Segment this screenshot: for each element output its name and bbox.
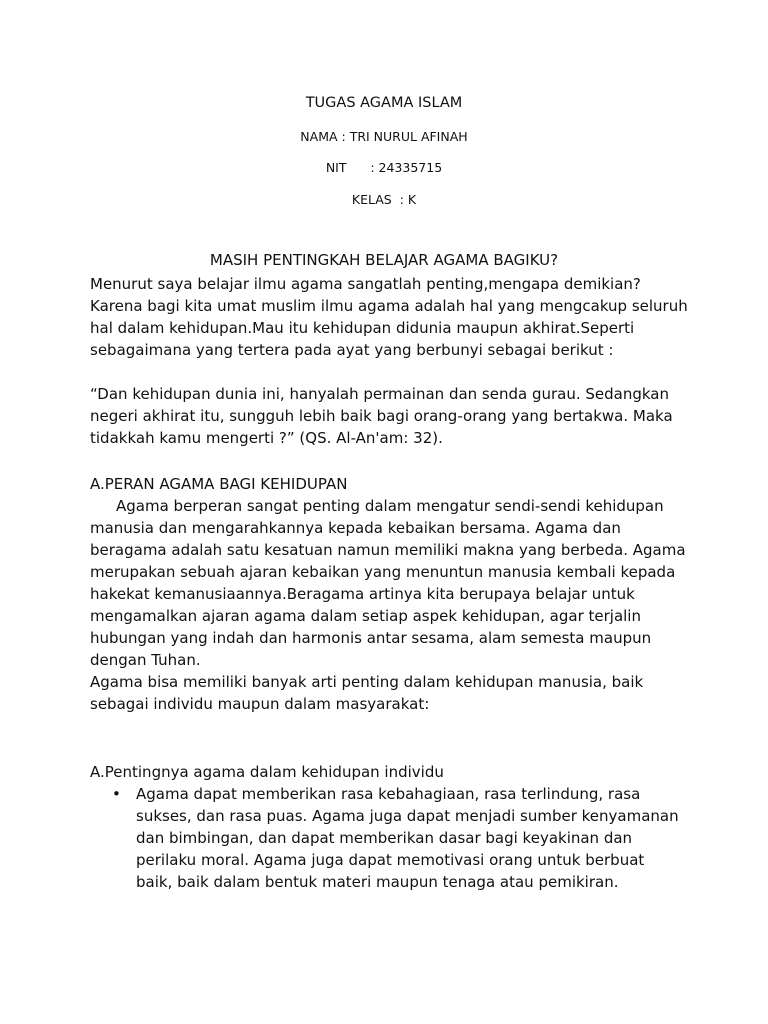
student-nit-line: NIT : 24335715 [325, 160, 443, 175]
section-heading-peran-agama: A.PERAN AGAMA BAGI KEHIDUPAN [90, 475, 348, 493]
essay-title: MASIH PENTINGKAH BELAJAR AGAMA BAGIKU? [209, 251, 559, 269]
peran-agama-paragraph: Agama berperan sangat penting dalam mengatur sendi-sendi kehidupan manusia dan mengarahkannya kepada kebaikan bersama. Agama dan beragama adalah satu kesatuan namun memiliki makna yang berbeda. Agama merupakan sebuah ajaran kebaikan yang menuntun manusia kembali kepada hakekat kemanusiaannya.Beragama artinya kita berupaya belajar untuk mengamalkan ajaran agama dalam setiap aspek kehidupan, agar terjalin hubungan yang indah dan harmonis antar sesama, alam semesta maupun dengan Tuhan. [90, 497, 686, 669]
bullet-list [112, 783, 682, 893]
arti-penting-paragraph: Agama bisa memiliki banyak arti penting dalam kehidupan manusia, baik sebagai individu maupun dalam masyarakat: [90, 673, 644, 713]
section-heading-individu: A.Pentingnya agama dalam kehidupan individu [90, 763, 444, 781]
intro-paragraph: Menurut saya belajar ilmu agama sangatlah penting,mengapa demikian? Karena bagi kita umat muslim ilmu agama adalah hal yang mengcakup seluruh hal dalam kehidupan.Mau itu kehidupan didunia maupun akhirat.Seperti sebagaimana yang tertera pada ayat yang berbunyi sebagai berikut : [90, 275, 688, 359]
bullet-marker: • [112, 785, 121, 803]
list-item [112, 783, 682, 893]
bullet-text: Agama dapat memberikan rasa kebahagiaan, rasa terlindung, rasa sukses, dan rasa puas. Agama juga dapat menjadi sumber kenyamanan dan bimbingan, dan dapat memberikan dasar bagi keyakinan dan perilaku moral. Agama juga dapat memotivasi orang untuk berbuat baik, baik dalam bentuk materi maupun tenaga atau pemikiran. [136, 785, 679, 891]
quran-quote-paragraph: “Dan kehidupan dunia ini, hanyalah permainan dan senda gurau. Sedangkan negeri akhirat itu, sungguh lebih baik bagi orang-orang yang bertakwa. Maka tidakkah kamu mengerti ?” (QS. Al-An'am: 32). [90, 385, 673, 447]
document-title: TUGAS AGAMA ISLAM [305, 95, 463, 111]
student-name-line: NAMA : TRI NURUL AFINAH [300, 129, 468, 144]
student-class-line: KELAS : K [351, 192, 417, 207]
